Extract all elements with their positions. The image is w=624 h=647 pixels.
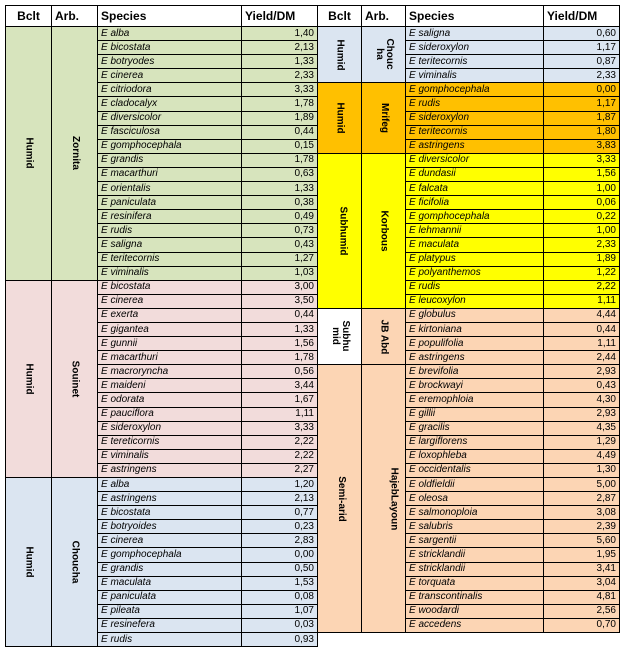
bioclimate-cell (318, 153, 362, 308)
header-yield: Yield/DM (242, 6, 318, 27)
bioclimate-cell (318, 365, 362, 633)
species-cell: E brockwayi (406, 379, 544, 393)
yield-cell: 3,33 (242, 83, 318, 97)
species-cell: E brevifolia (406, 365, 544, 379)
bioclimate-cell (318, 27, 362, 83)
table-row (6, 478, 318, 492)
species-cell: E rudis (98, 633, 242, 647)
species-cell: E stricklandii (406, 562, 544, 576)
species-cell: E maideni (98, 379, 242, 393)
species-cell: E cinerea (98, 534, 242, 548)
arboretum-cell (362, 153, 406, 308)
yield-cell: 0,56 (242, 365, 318, 379)
species-cell: E odorata (98, 393, 242, 407)
arboretum-cell (52, 280, 98, 477)
bioclimate-label: Humid (334, 102, 346, 134)
species-cell: E maculata (406, 238, 544, 252)
species-cell: E leucoxylon (406, 294, 544, 308)
species-cell: E occidentalis (406, 463, 544, 477)
arboretum-label: Korbous (378, 210, 390, 252)
species-cell: E teritecornis (98, 252, 242, 266)
yield-cell: 5,60 (544, 534, 620, 548)
species-cell: E viminalis (406, 69, 544, 83)
arboretum-label: Mrifeg (378, 103, 390, 134)
yield-cell: 1,03 (242, 266, 318, 280)
species-cell: E exerta (98, 308, 242, 322)
yield-cell: 3,08 (544, 506, 620, 520)
header-row (318, 6, 620, 27)
species-cell: E grandis (98, 562, 242, 576)
header-bioclimate: Bclt (318, 6, 362, 27)
species-cell: E astringens (98, 463, 242, 477)
yield-cell: 2,33 (544, 238, 620, 252)
species-cell: E sideroxylon (406, 41, 544, 55)
species-cell: E cladocalyx (98, 97, 242, 111)
arboretum-cell (362, 308, 406, 364)
species-cell: E diversicolor (406, 153, 544, 167)
yield-cell: 0,77 (242, 506, 318, 520)
header-arboretum: Arb. (52, 6, 98, 27)
yield-cell: 1,27 (242, 252, 318, 266)
arboretum-label: JB Abd (378, 319, 390, 354)
species-cell: E cinerea (98, 69, 242, 83)
bioclimate-cell (6, 280, 52, 477)
left-yield-table (5, 5, 318, 647)
species-cell: E largiflorens (406, 435, 544, 449)
right-yield-table (317, 5, 620, 633)
table-row (6, 280, 318, 294)
yield-cell: 0,60 (544, 27, 620, 41)
left-table-body (6, 27, 318, 647)
species-cell: E rudis (406, 280, 544, 294)
bioclimate-cell (318, 308, 362, 364)
arboretum-label: Chouc ha (373, 38, 395, 70)
species-cell: E resinefera (98, 618, 242, 632)
yield-cell: 2,33 (544, 69, 620, 83)
species-cell: E gigantea (98, 322, 242, 336)
arboretum-cell (362, 365, 406, 633)
species-cell: E astringens (406, 351, 544, 365)
species-cell: E diversicolor (98, 111, 242, 125)
yield-cell: 0,22 (544, 210, 620, 224)
species-cell: E oldfieldii (406, 478, 544, 492)
yield-cell: 1,40 (242, 27, 318, 41)
species-cell: E gracilis (406, 421, 544, 435)
yield-cell: 2,87 (544, 492, 620, 506)
yield-cell: 3,44 (242, 379, 318, 393)
species-cell: E macarthuri (98, 167, 242, 181)
yield-cell: 0,44 (242, 308, 318, 322)
species-cell: E paniculata (98, 590, 242, 604)
yield-cell: 2,33 (242, 69, 318, 83)
species-cell: E bicostata (98, 41, 242, 55)
species-cell: E resinifera (98, 210, 242, 224)
bioclimate-label: Humid (334, 39, 346, 71)
yield-cell: 2,13 (242, 41, 318, 55)
header-bioclimate: Bclt (6, 6, 52, 27)
yield-cell: 0,08 (242, 590, 318, 604)
table-row (318, 308, 620, 322)
yield-cell: 5,00 (544, 478, 620, 492)
yield-cell: 4,81 (544, 590, 620, 604)
yield-cell: 2,56 (544, 604, 620, 618)
species-cell: E pauciflora (98, 407, 242, 421)
species-cell: E gillii (406, 407, 544, 421)
yield-cell: 1,17 (544, 97, 620, 111)
yield-cell: 1,89 (242, 111, 318, 125)
species-cell: E saligna (406, 27, 544, 41)
table-row (6, 27, 318, 41)
species-cell: E alba (98, 27, 242, 41)
yield-cell: 0,03 (242, 618, 318, 632)
species-cell: E woodardi (406, 604, 544, 618)
table-row (318, 153, 620, 167)
bioclimate-cell (318, 83, 362, 153)
bioclimate-label: Humid (23, 546, 35, 578)
yield-cell: 4,30 (544, 393, 620, 407)
species-cell: E cinerea (98, 294, 242, 308)
bioclimate-label: Humid (23, 363, 35, 395)
species-cell: E grandis (98, 153, 242, 167)
yield-cell: 4,44 (544, 308, 620, 322)
yield-cell: 4,35 (544, 421, 620, 435)
yield-cell: 0,00 (242, 548, 318, 562)
yield-cell: 2,44 (544, 351, 620, 365)
yield-cell: 1,11 (242, 407, 318, 421)
species-cell: E paniculata (98, 196, 242, 210)
yield-cell: 1,78 (242, 97, 318, 111)
yield-cell: 1,78 (242, 153, 318, 167)
yield-cell: 0,23 (242, 520, 318, 534)
bioclimate-label: Semi-arid (335, 475, 347, 522)
arboretum-label: Souinet (69, 360, 81, 398)
species-cell: E fasciculosa (98, 125, 242, 139)
header-species: Species (406, 6, 544, 27)
yield-cell: 2,93 (544, 407, 620, 421)
species-cell: E macarthuri (98, 351, 242, 365)
arboretum-cell (52, 478, 98, 647)
table-row (318, 83, 620, 97)
yield-cell: 0,73 (242, 224, 318, 238)
header-species: Species (98, 6, 242, 27)
species-cell: E astringens (406, 139, 544, 153)
yield-cell: 3,00 (242, 280, 318, 294)
yield-cell: 3,83 (544, 139, 620, 153)
species-cell: E ficifolia (406, 196, 544, 210)
species-cell: E transcontinalis (406, 590, 544, 604)
yield-cell: 2,27 (242, 463, 318, 477)
species-cell: E teritecornis (406, 125, 544, 139)
yield-cell: 1,22 (544, 266, 620, 280)
bioclimate-cell (6, 478, 52, 647)
species-cell: E rudis (98, 224, 242, 238)
species-cell: E orientalis (98, 182, 242, 196)
yield-cell: 0,15 (242, 139, 318, 153)
yield-cell: 4,49 (544, 449, 620, 463)
species-cell: E accedens (406, 618, 544, 632)
yield-cell: 2,22 (242, 435, 318, 449)
header-arboretum: Arb. (362, 6, 406, 27)
species-cell: E bicostata (98, 506, 242, 520)
species-cell: E tereticornis (98, 435, 242, 449)
species-cell: E macroryncha (98, 365, 242, 379)
yield-cell: 2,22 (544, 280, 620, 294)
yield-cell: 1,89 (544, 252, 620, 266)
species-cell: E viminalis (98, 449, 242, 463)
yield-cell: 1,00 (544, 224, 620, 238)
yield-cell: 0,44 (242, 125, 318, 139)
yield-cell: 3,04 (544, 576, 620, 590)
right-table-body (318, 27, 620, 633)
species-cell: E loxophleba (406, 449, 544, 463)
yield-cell: 2,83 (242, 534, 318, 548)
yield-cell: 1,95 (544, 548, 620, 562)
species-cell: E torquata (406, 576, 544, 590)
yield-cell: 1,11 (544, 294, 620, 308)
species-cell: E stricklandii (406, 548, 544, 562)
header-row (6, 6, 318, 27)
species-cell: E citriodora (98, 83, 242, 97)
yield-cell: 1,29 (544, 435, 620, 449)
species-cell: E falcata (406, 182, 544, 196)
species-cell: E sideroxylon (406, 111, 544, 125)
arboretum-cell (362, 83, 406, 153)
species-cell: E rudis (406, 97, 544, 111)
bioclimate-label: Subhu mid (329, 320, 351, 352)
species-cell: E kirtoniana (406, 322, 544, 336)
arboretum-label: HajebLayoun (388, 467, 400, 531)
species-cell: E lehmannii (406, 224, 544, 238)
yield-cell: 1,87 (544, 111, 620, 125)
arboretum-cell (362, 27, 406, 83)
species-cell: E gomphocephala (406, 210, 544, 224)
species-cell: E globulus (406, 308, 544, 322)
yield-cell: 1,30 (544, 463, 620, 477)
arboretum-label: Zornita (69, 136, 81, 171)
yield-cell: 2,13 (242, 492, 318, 506)
yield-cell: 1,33 (242, 322, 318, 336)
species-cell: E alba (98, 478, 242, 492)
species-cell: E polyanthemos (406, 266, 544, 280)
species-cell: E populifolia (406, 337, 544, 351)
arboretum-label: Choucha (69, 540, 81, 584)
yield-cell: 0,70 (544, 618, 620, 632)
table-row (318, 365, 620, 379)
yield-cell: 0,87 (544, 55, 620, 69)
bioclimate-label: Humid (23, 137, 35, 169)
species-cell: E oleosa (406, 492, 544, 506)
yield-cell: 1,20 (242, 478, 318, 492)
yield-cell: 0,00 (544, 83, 620, 97)
yield-cell: 3,50 (242, 294, 318, 308)
species-cell: E gunnii (98, 337, 242, 351)
yield-cell: 0,50 (242, 562, 318, 576)
yield-cell: 0,49 (242, 210, 318, 224)
yield-cell: 0,93 (242, 633, 318, 647)
yield-cell: 1,78 (242, 351, 318, 365)
yield-cell: 0,38 (242, 196, 318, 210)
yield-cell: 2,22 (242, 449, 318, 463)
species-cell: E maculata (98, 576, 242, 590)
species-cell: E sideroxylon (98, 421, 242, 435)
species-cell: E teritecornis (406, 55, 544, 69)
yield-cell: 1,17 (544, 41, 620, 55)
species-cell: E sargentii (406, 534, 544, 548)
yield-cell: 2,39 (544, 520, 620, 534)
yield-cell: 1,56 (544, 167, 620, 181)
yield-cell: 1,33 (242, 182, 318, 196)
species-cell: E astringens (98, 492, 242, 506)
yield-cell: 1,07 (242, 604, 318, 618)
species-cell: E salmonoploia (406, 506, 544, 520)
species-cell: E gomphocephala (98, 548, 242, 562)
yield-cell: 0,06 (544, 196, 620, 210)
yield-cell: 0,43 (242, 238, 318, 252)
bioclimate-cell (6, 27, 52, 281)
bioclimate-label: Subhumid (337, 206, 349, 256)
yield-cell: 1,00 (544, 182, 620, 196)
yield-cell: 1,53 (242, 576, 318, 590)
species-cell: E eremophloia (406, 393, 544, 407)
yield-cell: 3,33 (242, 421, 318, 435)
species-cell: E platypus (406, 252, 544, 266)
yield-cell: 0,44 (544, 322, 620, 336)
yield-cell: 2,93 (544, 365, 620, 379)
species-cell: E saligna (98, 238, 242, 252)
table-row (318, 27, 620, 41)
species-cell: E gomphocephala (406, 83, 544, 97)
arboretum-cell (52, 27, 98, 281)
yield-cell: 3,33 (544, 153, 620, 167)
yield-cell: 1,80 (544, 125, 620, 139)
yield-cell: 1,67 (242, 393, 318, 407)
species-cell: E viminalis (98, 266, 242, 280)
species-cell: E dundasii (406, 167, 544, 181)
yield-cell: 0,43 (544, 379, 620, 393)
yield-cell: 1,11 (544, 337, 620, 351)
species-cell: E botryodes (98, 55, 242, 69)
species-cell: E bicostata (98, 280, 242, 294)
yield-cell: 1,33 (242, 55, 318, 69)
yield-cell: 3,41 (544, 562, 620, 576)
species-cell: E salubris (406, 520, 544, 534)
yield-cell: 1,56 (242, 337, 318, 351)
yield-cell: 0,63 (242, 167, 318, 181)
header-yield: Yield/DM (544, 6, 620, 27)
species-cell: E pileata (98, 604, 242, 618)
species-cell: E botryoides (98, 520, 242, 534)
species-cell: E gomphocephala (98, 139, 242, 153)
